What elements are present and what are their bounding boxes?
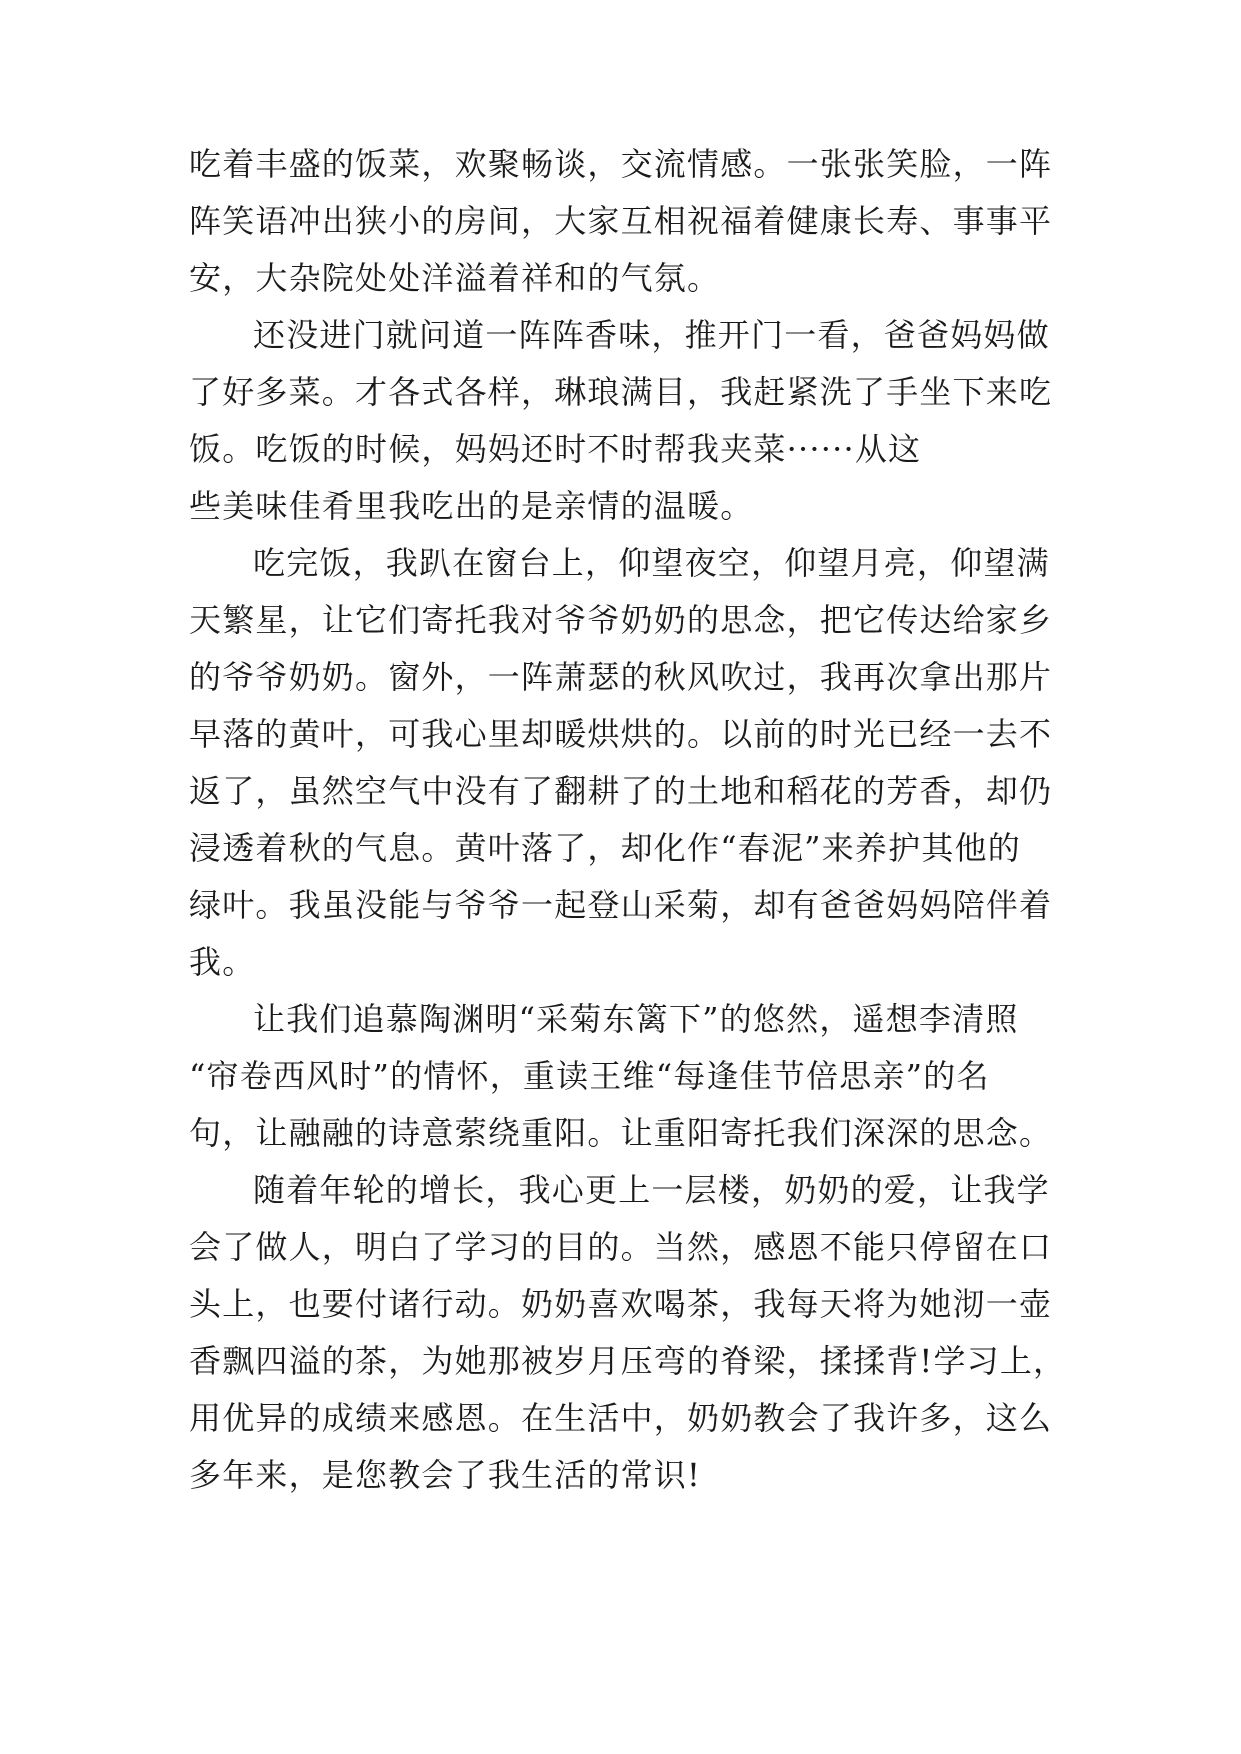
text-line: 返了，虽然空气中没有了翻耕了的土地和稻花的芳香，却仍	[189, 772, 1053, 810]
text-line: 的爷爷奶奶。窗外，一阵萧瑟的秋风吹过，我再次拿出那片	[189, 658, 1053, 696]
text-line: 用优异的成绩来感恩。在生活中，奶奶教会了我许多，这么	[189, 1399, 1053, 1437]
text-line: 安，大杂院处处洋溢着祥和的气氛。	[189, 259, 721, 297]
text-line: 吃着丰盛的饭菜，欢聚畅谈，交流情感。一张张笑脸，一阵	[189, 145, 1053, 183]
text-line: 绿叶。我虽没能与爷爷一起登山采菊，却有爸爸妈妈陪伴着	[189, 886, 1053, 924]
text-line: 多年来，是您教会了我生活的常识!	[189, 1456, 702, 1494]
text-line: “帘卷西风时”的情怀，重读王维“每逢佳节倍思亲”的名	[189, 1057, 990, 1095]
text-line: 让我们追慕陶渊明“采菊东篱下”的悠然，遥想李清照	[253, 1000, 1019, 1038]
text-line: 会了做人，明白了学习的目的。当然，感恩不能只停留在口	[189, 1228, 1053, 1266]
text-line: 头上，也要付诸行动。奶奶喜欢喝茶，我每天将为她沏一壶	[189, 1285, 1053, 1323]
text-line: 我。	[189, 943, 256, 981]
text-line: 天繁星，让它们寄托我对爷爷奶奶的思念，把它传达给家乡	[189, 601, 1053, 639]
text-line: 了好多菜。才各式各样，琳琅满目，我赶紧洗了手坐下来吃	[189, 373, 1053, 411]
text-line: 随着年轮的增长，我心更上一层楼，奶奶的爱，让我学	[253, 1171, 1050, 1209]
text-line: 还没进门就问道一阵阵香味，推开门一看，爸爸妈妈做	[253, 316, 1050, 354]
text-line: 吃完饭，我趴在窗台上，仰望夜空，仰望月亮，仰望满	[253, 544, 1050, 582]
text-line: 香飘四溢的茶，为她那被岁月压弯的脊梁，揉揉背!学习上，	[189, 1342, 1067, 1380]
text-line: 句，让融融的诗意萦绕重阳。让重阳寄托我们深深的思念。	[189, 1114, 1053, 1152]
text-line: 阵笑语冲出狭小的房间，大家互相祝福着健康长寿、事事平	[189, 202, 1053, 240]
text-line: 饭。吃饭的时候，妈妈还时不时帮我夹菜······从这	[189, 430, 922, 468]
text-line: 些美味佳肴里我吃出的是亲情的温暖。	[189, 487, 754, 525]
text-line: 早落的黄叶，可我心里却暖烘烘的。以前的时光已经一去不	[189, 715, 1053, 753]
text-line: 浸透着秋的气息。黄叶落了，却化作“春泥”来养护其他的	[189, 829, 1021, 867]
